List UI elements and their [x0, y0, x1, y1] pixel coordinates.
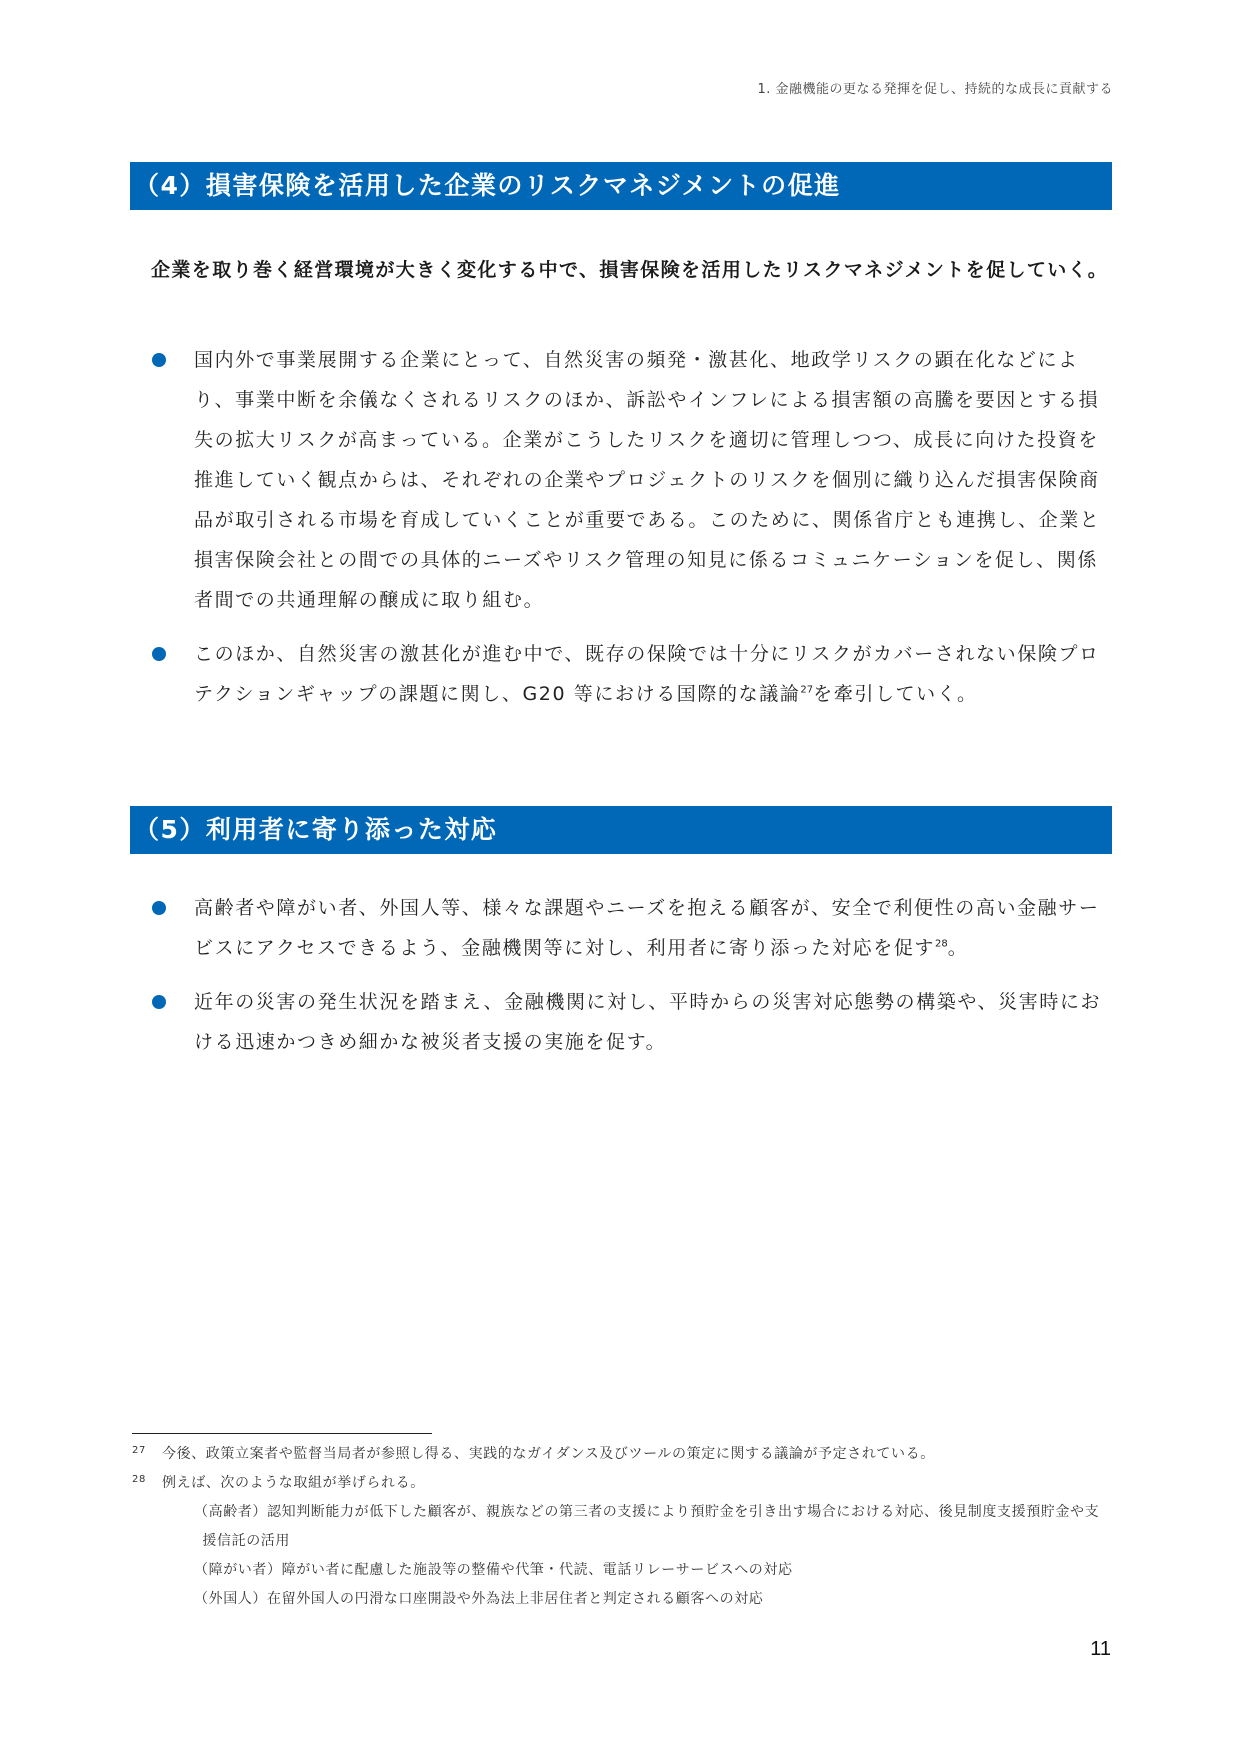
- section-4-heading: （4）損害保険を活用した企業のリスクマネジメントの促進: [130, 162, 1112, 210]
- footnote-item-elderly: （高齢者）認知判断能力が低下した顧客が、親族などの第三者の支援により預貯金を引き出す場合における対応、後見制度支援預貯金や支援信託の活用: [194, 1504, 1100, 1549]
- footnote-number: 27: [132, 1445, 146, 1456]
- footnote-28: [132, 1469, 1112, 1614]
- bullet-dot-icon: [152, 995, 166, 1009]
- footnote-ref-27[interactable]: 27: [800, 684, 814, 696]
- section-4-lead: 企業を取り巻く経営環境が大きく変化する中で、損害保険を活用したリスクマネジメントを促していく。: [151, 259, 1109, 281]
- footnote-ref-28[interactable]: 28: [935, 938, 948, 950]
- footnote-number: 28: [132, 1474, 146, 1485]
- footnotes: [132, 1440, 1112, 1614]
- bullet-text-tail: 。: [947, 937, 969, 959]
- section-4-bullet-list: [150, 340, 1115, 726]
- bullet-text-tail: を牽引していく。: [813, 683, 978, 705]
- bullet-dot-icon: [152, 353, 166, 367]
- footnote-separator: [132, 1433, 432, 1434]
- bullet-text: 近年の災害の発生状況を踏まえ、金融機関に対し、平時からの災害対応態勢の構築や、災害時における迅速かつきめ細かな被災者支援の実施を促す。: [194, 991, 1102, 1053]
- footnote-item-foreigners: （外国人）在留外国人の円滑な口座開設や外為法上非居住者と判定される顧客への対応: [194, 1591, 764, 1607]
- footnote-28-items: [162, 1498, 1112, 1614]
- section-5-heading: （5）利用者に寄り添った対応: [130, 806, 1112, 854]
- footnote-27: [132, 1440, 1112, 1469]
- bullet-dot-icon: [152, 901, 166, 915]
- bullet-text: 高齢者や障がい者、外国人等、様々な課題やニーズを抱える顧客が、安全で利便性の高い金融サービスにアクセスできるよう、金融機関等に対し、利用者に寄り添った対応を促す: [194, 897, 1100, 959]
- list-item: [150, 982, 1115, 1062]
- list-item: [150, 634, 1115, 714]
- bullet-dot-icon: [152, 647, 166, 661]
- list-item: [150, 340, 1115, 620]
- list-item: [150, 888, 1115, 968]
- footnote-text: 今後、政策立案者や監督当局者が参照し得る、実践的なガイダンス及びツールの策定に関する議論が予定されている。: [162, 1446, 935, 1462]
- bullet-text: このほか、自然災害の激甚化が進む中で、既存の保険では十分にリスクがカバーされない保険プロテクションギャップの課題に関し、G20 等における国際的な議論: [194, 643, 1100, 705]
- bullet-text: 国内外で事業展開する企業にとって、自然災害の頻発・激甚化、地政学リスクの顕在化などにより、事業中断を余儀なくされるリスクのほか、訴訟やインフレによる損害額の高騰を要因とする損失の拡大リスクが高まっている。企業がこうしたリスクを適切に管理しつつ、成長に向けた投資を推進していく観点からは、それぞれの企業やプロジェクトのリスクを個別に織り込んだ損害保険商品が取引される市場を育成していくことが重要である。このために、関係省庁とも連携し、企業と損害保険会社との間での具体的ニーズやリスク管理の知見に係るコミュニケーションを促し、関係者間での共通理解の醸成に取り組む。: [194, 349, 1101, 611]
- page-number: 11: [1090, 1638, 1111, 1660]
- footnote-item-disabled: （障がい者）障がい者に配慮した施設等の整備や代筆・代読、電話リレーサービスへの対応: [194, 1562, 793, 1578]
- footnote-text: 例えば、次のような取組が挙げられる。: [162, 1475, 425, 1491]
- section-5-bullet-list: [150, 888, 1115, 1074]
- running-header: 1. 金融機能の更なる発揮を促し、持続的な成長に貢献する: [757, 82, 1113, 97]
